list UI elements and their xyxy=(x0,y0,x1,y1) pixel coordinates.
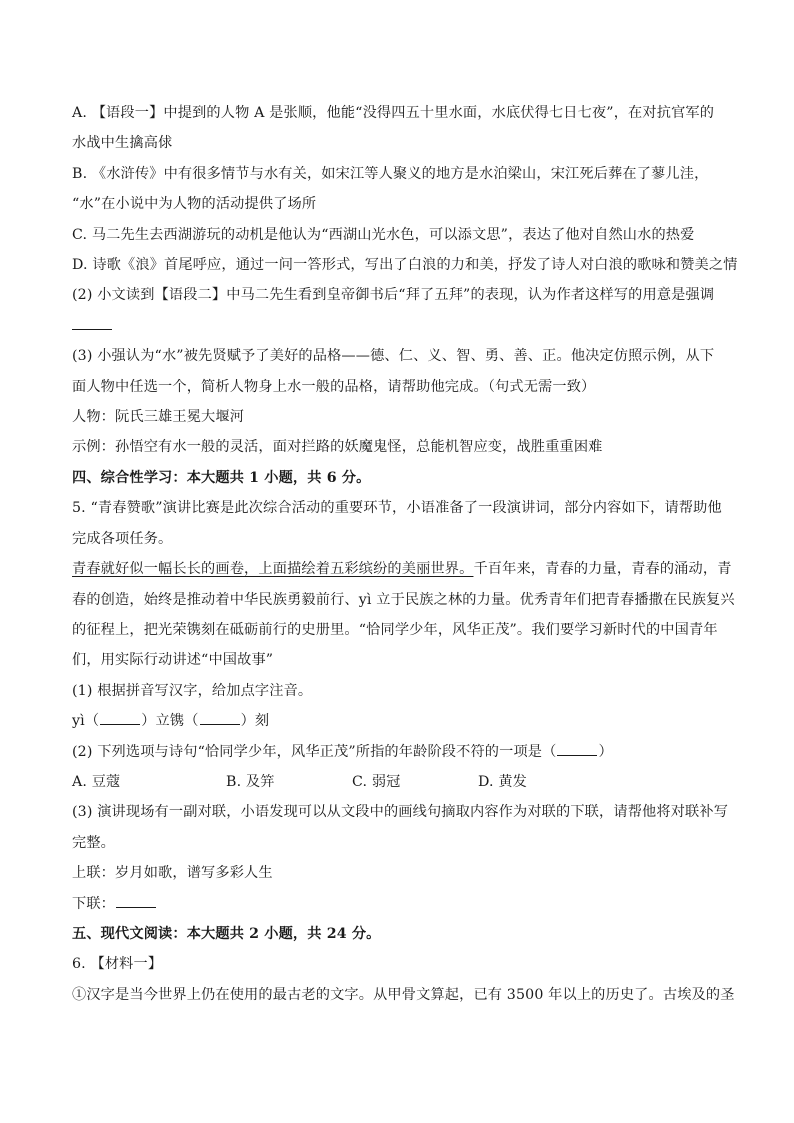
couplet-first-line: 上联：岁月如歌，谱写多彩人生 xyxy=(72,865,273,882)
section-4-heading: 四、综合性学习：本大题共 1 小题，共 6 分。 xyxy=(72,469,371,486)
passage-line-2: 春的创造，始终是推动着中华民族勇毅前行、yì 立于民族之林的力量。优秀青年们把青春播撒在民族复兴 xyxy=(72,591,735,608)
question-3-line: (3) 小强认为“水”被先贤赋予了美好的品格——德、仁、义、智、勇、善、正。他决定仿照示例，从下 xyxy=(72,348,715,365)
option-c-line: C. 马二先生去西湖游玩的动机是他认为“西湖山光水色，可以添文思”，表达了他对自然山水的热爱 xyxy=(72,226,695,243)
underlined-sentence: 青春就好似一幅长长的画卷，上面描绘着五彩缤纷的美丽世界。 xyxy=(72,561,474,578)
choice-d[interactable]: D. 黄发 xyxy=(478,773,528,790)
pinyin-blanks-line xyxy=(72,706,728,736)
option-d-line: D. 诗歌《浪》首尾呼应，通过一问一答形式，写出了白浪的力和美，抒发了诗人对白浪的歌咏和赞美之情 xyxy=(72,257,738,274)
passage-line-1 xyxy=(72,554,732,584)
choice-b[interactable]: B. 及笄 xyxy=(226,773,275,790)
passage-line-1-rest: 千百年来，青春的力量，青春的涌动，青 xyxy=(473,561,732,578)
option-a-line: A. 【语段一】中提到的人物 A 是张顺，他能“没得四五十里水面，水底伏得七日七夜”，在对抗官军的 xyxy=(72,105,715,121)
pinyin-mid: ）立镌（ xyxy=(141,713,199,730)
question-2-line: (2) 小文读到【语段二】中马二先生看到皇帝御书后“拜了五拜”的表现，认为作者这样写的用意是强调 xyxy=(72,287,715,304)
question-6-line: 6. 【材料一】 xyxy=(72,956,163,973)
question-3-continued: 面人物中任选一个，简析人物身上水一般的品格，请帮助他完成。（句式无需一致） xyxy=(72,378,596,395)
couplet-second-line xyxy=(72,889,728,919)
option-b-continued: “水”在小说中为人物的活动提供了场所 xyxy=(72,196,317,213)
couplet-second-label: 下联： xyxy=(72,895,116,912)
sub-question-3-continued: 完整。 xyxy=(72,834,116,851)
pinyin-blank-1[interactable] xyxy=(100,710,140,725)
choice-a[interactable]: A. 豆蔻 xyxy=(72,773,121,790)
answer-blank[interactable] xyxy=(72,313,112,330)
sub-question-2 xyxy=(72,737,728,767)
material-1-line: ①汉字是当今世界上仍在使用的最古老的文字。从甲骨文算起，已有 3500 年以上的历史了。古埃及的圣 xyxy=(72,986,735,1003)
question-5-line: 5. “青春赞歌”演讲比赛是此次综合活动的重要环节，小语准备了一段演讲词，部分内容如下，请帮助他 xyxy=(72,500,722,517)
document-page xyxy=(72,98,738,1010)
sub-question-2-text: (2) 下列选项与诗句“恰同学少年，风华正茂”所指的年龄阶段不符的一项是（ xyxy=(72,743,557,760)
sub-question-3: (3) 演讲现场有一副对联，小语发现可以从文段中的画线句摘取内容作为对联的下联，请帮他将对联补写 xyxy=(72,804,729,821)
example-line: 示例：孙悟空有水一般的灵活，面对拦路的妖魔鬼怪，总能机智应变，战胜重重困难 xyxy=(72,439,603,456)
question-5-continued: 完成各项任务。 xyxy=(72,530,173,547)
choices-line xyxy=(72,767,728,797)
sub-question-2-end: ） xyxy=(598,743,613,760)
section-5-heading: 五、现代文阅读：本大题共 2 小题，共 24 分。 xyxy=(72,925,381,942)
choice-c[interactable]: C. 弱冠 xyxy=(352,773,401,790)
choice-blank[interactable] xyxy=(557,741,597,756)
persons-line: 人物：阮氏三雄王冕大堰河 xyxy=(72,409,245,426)
option-a-continued: 水战中生擒高俅 xyxy=(72,135,173,152)
passage-line-3: 的征程上，把光荣镌刻在砥砺前行的史册里。“恰同学少年，风华正茂”。我们要学习新时代的中国青年 xyxy=(72,621,718,638)
couplet-blank[interactable] xyxy=(116,893,156,908)
passage-line-4: 们，用实际行动讲述“中国故事” xyxy=(72,652,274,669)
pinyin-label: yì（ xyxy=(72,713,100,730)
pinyin-end: ）刻 xyxy=(240,713,270,730)
answer-blank-line xyxy=(72,311,728,341)
pinyin-blank-2[interactable] xyxy=(200,710,240,725)
option-b-line: B. 《水浒传》中有很多情节与水有关，如宋江等人聚义的地方是水泊梁山，宋江死后葬在了蓼儿洼， xyxy=(72,165,709,182)
sub-question-1: (1) 根据拼音写汉字，给加点字注音。 xyxy=(72,682,313,699)
